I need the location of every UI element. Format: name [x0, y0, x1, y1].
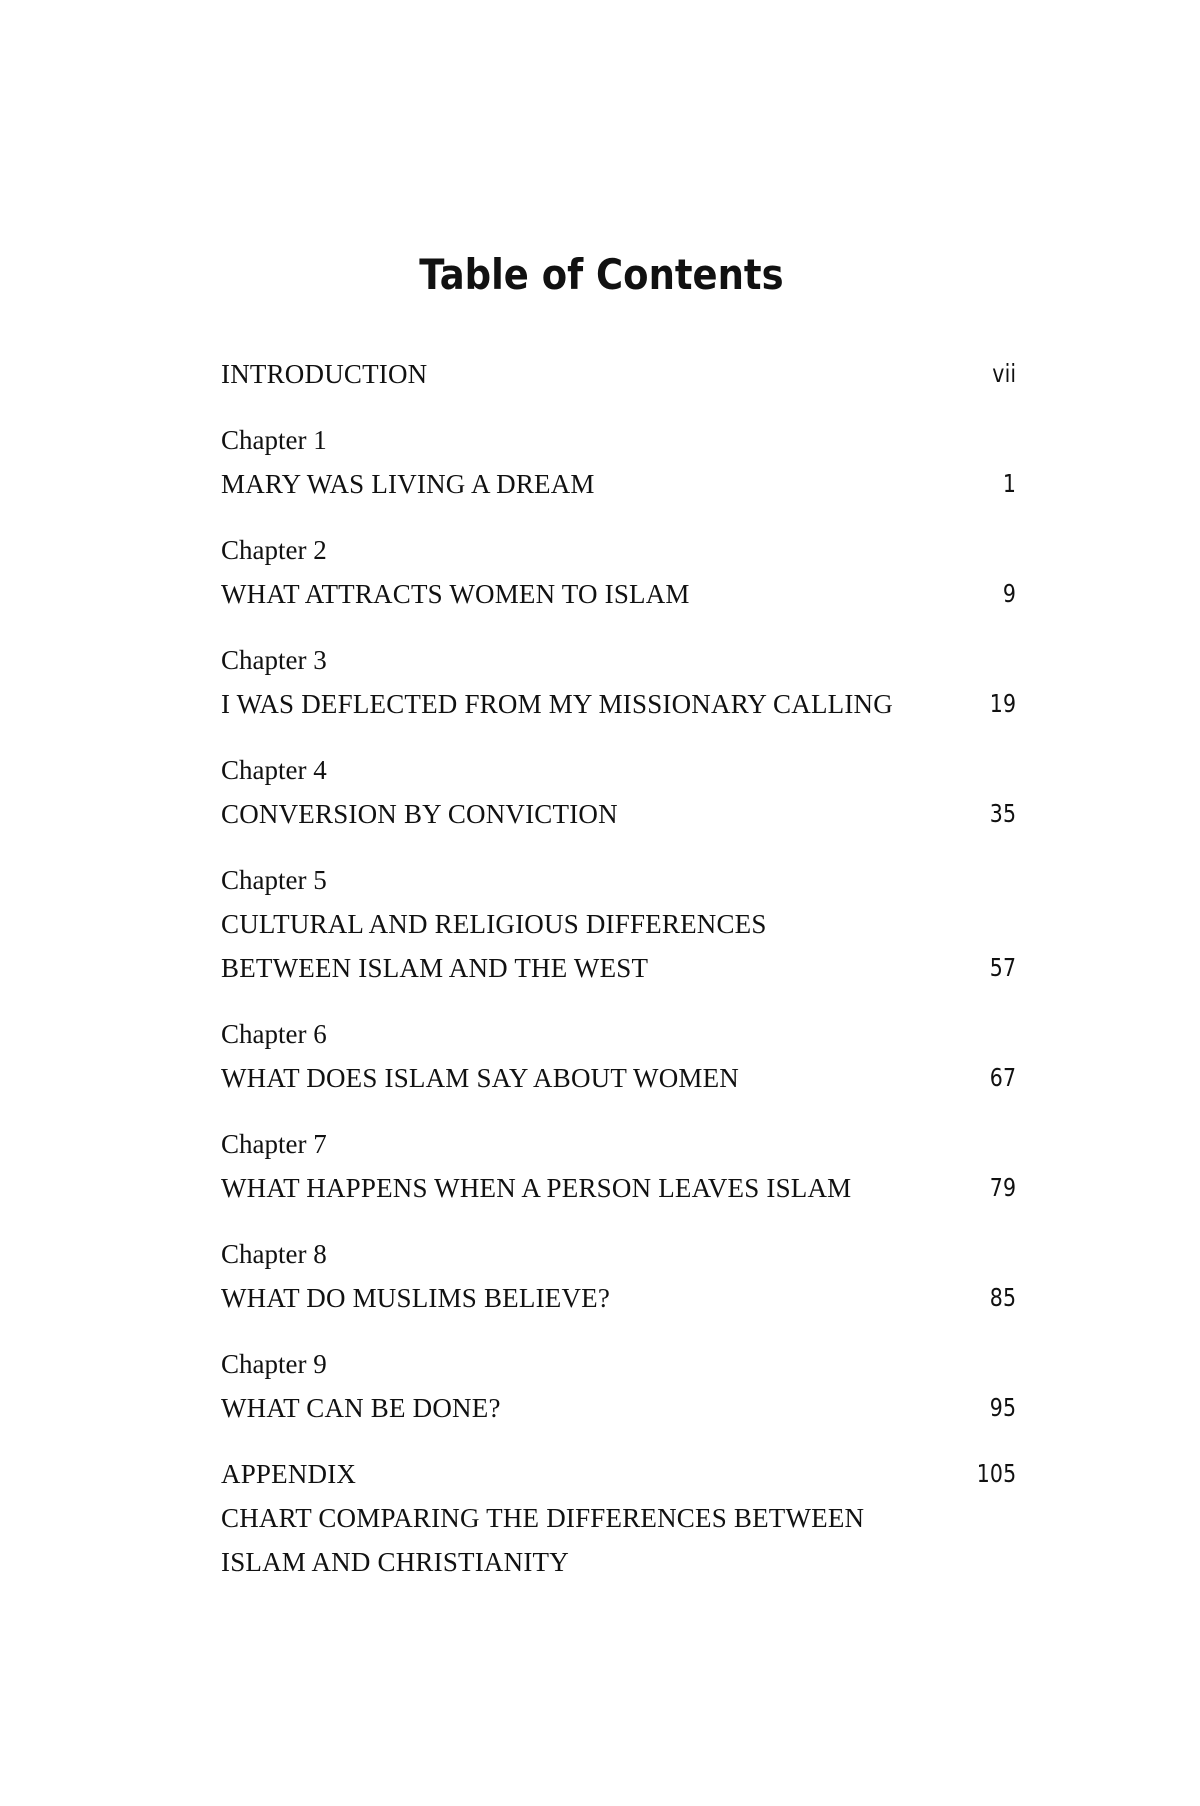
toc-entry-chapter-3[interactable]	[221, 638, 1016, 726]
toc-entry-chapter-1[interactable]	[221, 418, 1016, 506]
toc-entry-title-line	[221, 792, 1016, 836]
toc-entry-title: CONVERSION BY CONVICTION	[221, 799, 618, 829]
toc-entry-title: CULTURAL AND RELIGIOUS DIFFERENCES	[221, 909, 767, 939]
toc-entry-appendix[interactable]	[221, 1452, 1016, 1584]
toc-chapter-label: Chapter 1	[221, 425, 327, 455]
toc-entry-title-line	[221, 1540, 1016, 1584]
toc-entry-title-line	[221, 572, 1016, 616]
toc-entry-title-line	[221, 462, 1016, 506]
toc-page-number: vii	[991, 359, 1016, 388]
toc-entry-title-line	[221, 1386, 1016, 1430]
toc-chapter-label: Chapter 9	[221, 1349, 327, 1379]
toc-chapter-label: Chapter 5	[221, 865, 327, 895]
toc-entry-chapter-6[interactable]	[221, 1012, 1016, 1100]
toc-entry-title-line	[221, 902, 1016, 946]
toc-entry-chapter-2[interactable]	[221, 528, 1016, 616]
toc-entry-title: WHAT ATTRACTS WOMEN TO ISLAM	[221, 579, 690, 609]
toc-entry-title-line	[221, 682, 1016, 726]
toc-page-number: 35	[989, 799, 1016, 828]
toc-appendix-label: APPENDIX	[221, 1459, 357, 1489]
toc-entry-title: I WAS DEFLECTED FROM MY MISSIONARY CALLING	[221, 689, 893, 719]
toc-entry-title-line	[221, 1496, 1016, 1540]
toc-entry-title: CHART COMPARING THE DIFFERENCES BETWEEN	[221, 1503, 865, 1533]
toc-page-number: 85	[989, 1283, 1016, 1312]
toc-entry-title: INTRODUCTION	[221, 359, 428, 389]
page-title: Table of Contents	[419, 250, 784, 299]
toc-entry-title-line	[221, 1166, 1016, 1210]
toc-chapter-label: Chapter 2	[221, 535, 327, 565]
table-of-contents	[221, 352, 1016, 1606]
toc-page-number: 79	[989, 1173, 1016, 1202]
toc-entry-chapter-8[interactable]	[221, 1232, 1016, 1320]
toc-entry-chapter-9[interactable]	[221, 1342, 1016, 1430]
toc-entry-title-continued: BETWEEN ISLAM AND THE WEST	[221, 953, 649, 983]
toc-entry-title-line	[221, 352, 1016, 396]
toc-chapter-label: Chapter 8	[221, 1239, 327, 1269]
toc-page-number: 9	[1002, 579, 1016, 608]
toc-chapter-label: Chapter 6	[221, 1019, 327, 1049]
toc-entry-title: WHAT DOES ISLAM SAY ABOUT WOMEN	[221, 1063, 740, 1093]
toc-page-number: 67	[989, 1063, 1016, 1092]
toc-page-number: 19	[989, 689, 1016, 718]
toc-page-number: 1	[1002, 469, 1016, 498]
toc-entry-chapter-7[interactable]	[221, 1122, 1016, 1210]
toc-page-number: 95	[989, 1393, 1016, 1422]
toc-chapter-label: Chapter 4	[221, 755, 327, 785]
toc-entry-introduction[interactable]	[221, 352, 1016, 396]
toc-entry-title-line	[221, 1056, 1016, 1100]
toc-entry-chapter-5[interactable]	[221, 858, 1016, 990]
toc-entry-title-continued: ISLAM AND CHRISTIANITY	[221, 1547, 569, 1577]
toc-entry-title-line	[221, 946, 1016, 990]
toc-chapter-label: Chapter 3	[221, 645, 327, 675]
toc-page-number: 105	[976, 1459, 1016, 1488]
toc-entry-title: WHAT HAPPENS WHEN A PERSON LEAVES ISLAM	[221, 1173, 852, 1203]
toc-page-number: 57	[989, 953, 1016, 982]
toc-chapter-label: Chapter 7	[221, 1129, 327, 1159]
toc-entry-title: WHAT DO MUSLIMS BELIEVE?	[221, 1283, 611, 1313]
toc-entry-title: WHAT CAN BE DONE?	[221, 1393, 501, 1423]
toc-appendix-label-line	[221, 1452, 1016, 1496]
toc-entry-title: MARY WAS LIVING A DREAM	[221, 469, 595, 499]
toc-entry-title-line	[221, 1276, 1016, 1320]
toc-entry-chapter-4[interactable]	[221, 748, 1016, 836]
